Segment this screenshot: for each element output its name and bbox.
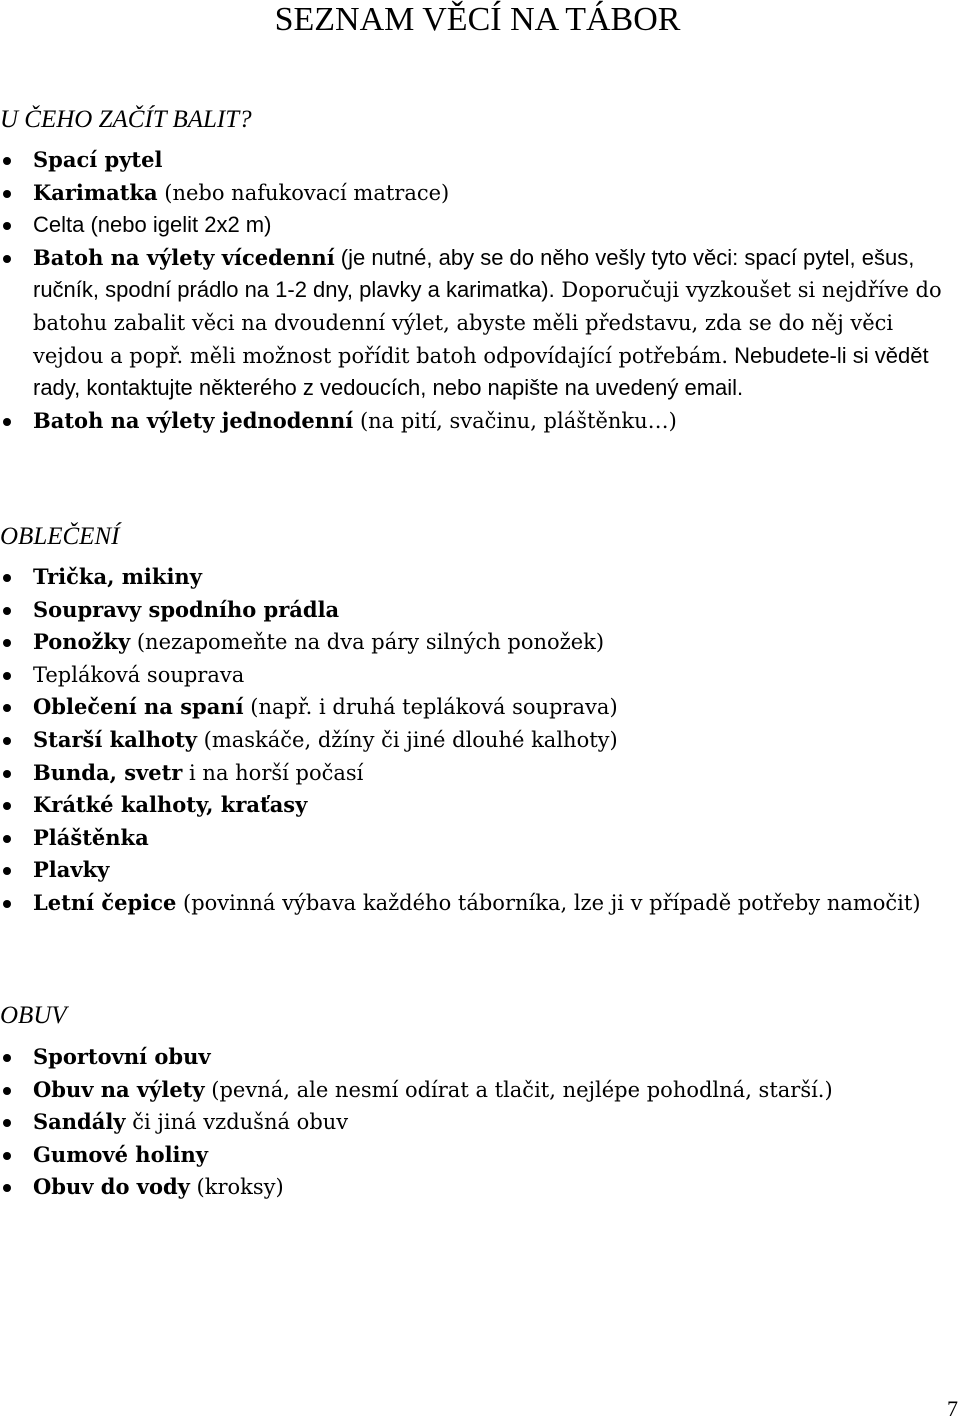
section-heading-shoes: OBUV xyxy=(0,1002,67,1029)
page-number: 7 xyxy=(947,1396,958,1421)
item-name: Bunda, svetr xyxy=(33,759,183,785)
bullet-icon xyxy=(3,770,11,778)
list-item xyxy=(0,691,950,724)
bullet-icon xyxy=(3,222,11,230)
list-item xyxy=(0,242,950,405)
bullet-icon xyxy=(3,418,11,426)
list-item xyxy=(0,724,950,757)
bullet-icon xyxy=(3,190,11,198)
item-note: (maskáče, džíny či jiné dlouhé kalhoty) xyxy=(196,727,618,752)
item-note: Nebudete-li si vědět rady, kontaktujte některého z vedoucích, nebo napište na uvedený email. xyxy=(33,342,929,401)
item-note: (je nutné, aby se do něho vešly tyto věci: spací pytel, ešus, ručník, spodní prádlo na 1-2 dny, plavky a karimatka). xyxy=(33,244,915,303)
list-item xyxy=(0,1041,950,1074)
list-item xyxy=(0,659,950,692)
list-item xyxy=(0,1139,950,1172)
item-name: Starší kalhoty xyxy=(33,726,197,752)
packing-list xyxy=(0,144,950,437)
item-note: i na horší počasí xyxy=(182,760,364,785)
item-name: Krátké kalhoty, kraťasy xyxy=(33,792,308,818)
item-name: Celta (nebo igelit 2x2 m) xyxy=(33,212,272,238)
bullet-icon xyxy=(3,835,11,843)
list-item xyxy=(0,757,950,790)
list-item xyxy=(0,1171,950,1204)
bullet-icon xyxy=(3,255,11,263)
bullet-icon xyxy=(3,1087,11,1095)
bullet-icon xyxy=(3,737,11,745)
bullet-icon xyxy=(3,704,11,712)
item-note: (na pití, svačinu, pláštěnku…) xyxy=(353,408,677,433)
item-name: Pláštěnka xyxy=(33,824,149,850)
bullet-icon xyxy=(3,1119,11,1127)
item-name: Obuv na výlety xyxy=(33,1076,205,1102)
item-name: Ponožky xyxy=(33,629,131,655)
item-note: Doporučuji vyzkoušet si nejdříve do batohu zabalit věci na dvoudenní výlet, abyste měli představu, zda se do něj věci vejdou a popř. měli možnost pořídit batoh odpovídající potřebám. xyxy=(33,278,942,368)
list-item xyxy=(0,405,950,438)
shoes-list xyxy=(0,1041,950,1204)
item-note: (povinná výbava každého táborníka, lze ji v případě potřeby namočit) xyxy=(176,890,921,915)
item-name: Plavky xyxy=(33,857,110,883)
item-note: či jiná vzdušná obuv xyxy=(125,1110,349,1135)
bullet-icon xyxy=(3,867,11,875)
list-item xyxy=(0,594,950,627)
bullet-icon xyxy=(3,802,11,810)
bullet-icon xyxy=(3,900,11,908)
list-item xyxy=(0,144,950,177)
item-name: Batoh na výlety jednodenní xyxy=(33,407,354,433)
list-item xyxy=(0,561,950,594)
item-name: Sportovní obuv xyxy=(33,1044,211,1069)
item-note: (nebo nafukovací matrace) xyxy=(157,180,450,205)
list-item xyxy=(0,1106,950,1139)
page-title: SEZNAM VĚCÍ NA TÁBOR xyxy=(274,1,681,38)
bullet-icon xyxy=(3,574,11,582)
bullet-icon xyxy=(3,1184,11,1192)
list-item xyxy=(0,854,950,887)
list-item xyxy=(0,626,950,659)
item-name: Soupravy spodního prádla xyxy=(33,596,340,622)
bullet-icon xyxy=(3,672,11,680)
list-item xyxy=(0,1074,950,1107)
bullet-icon xyxy=(3,1152,11,1160)
list-item xyxy=(0,887,950,920)
item-name: Gumové holiny xyxy=(33,1141,209,1167)
item-name: Spací pytel xyxy=(33,147,163,172)
item-name: Sandály xyxy=(33,1109,126,1135)
section-heading-packing: U ČEHO ZAČÍT BALIT? xyxy=(0,106,252,133)
item-name: Karimatka xyxy=(33,179,158,205)
clothing-list xyxy=(0,561,950,920)
bullet-icon xyxy=(3,157,11,165)
item-name: Obuv do vody xyxy=(33,1174,190,1200)
list-item xyxy=(0,209,950,242)
list-item xyxy=(0,822,950,855)
item-note: (nezapomeňte na dva páry silných ponožek) xyxy=(130,630,605,655)
list-item xyxy=(0,789,950,822)
bullet-icon xyxy=(3,1054,11,1062)
item-note: (pevná, ale nesmí odírat a tlačit, nejlépe pohodlná, starší.) xyxy=(204,1077,833,1102)
list-item xyxy=(0,177,950,210)
item-name: Oblečení na spaní xyxy=(33,694,244,720)
item-note: (např. i druhá tepláková souprava) xyxy=(243,695,618,720)
section-heading-clothing: OBLEČENÍ xyxy=(0,523,120,550)
item-name: Batoh na výlety vícedenní xyxy=(33,244,335,270)
bullet-icon xyxy=(3,607,11,615)
bullet-icon xyxy=(3,639,11,647)
item-name: Letní čepice xyxy=(33,889,177,915)
item-note: (kroksy) xyxy=(189,1175,284,1200)
item-name: Tepláková souprava xyxy=(33,662,245,687)
item-name: Trička, mikiny xyxy=(33,564,202,589)
